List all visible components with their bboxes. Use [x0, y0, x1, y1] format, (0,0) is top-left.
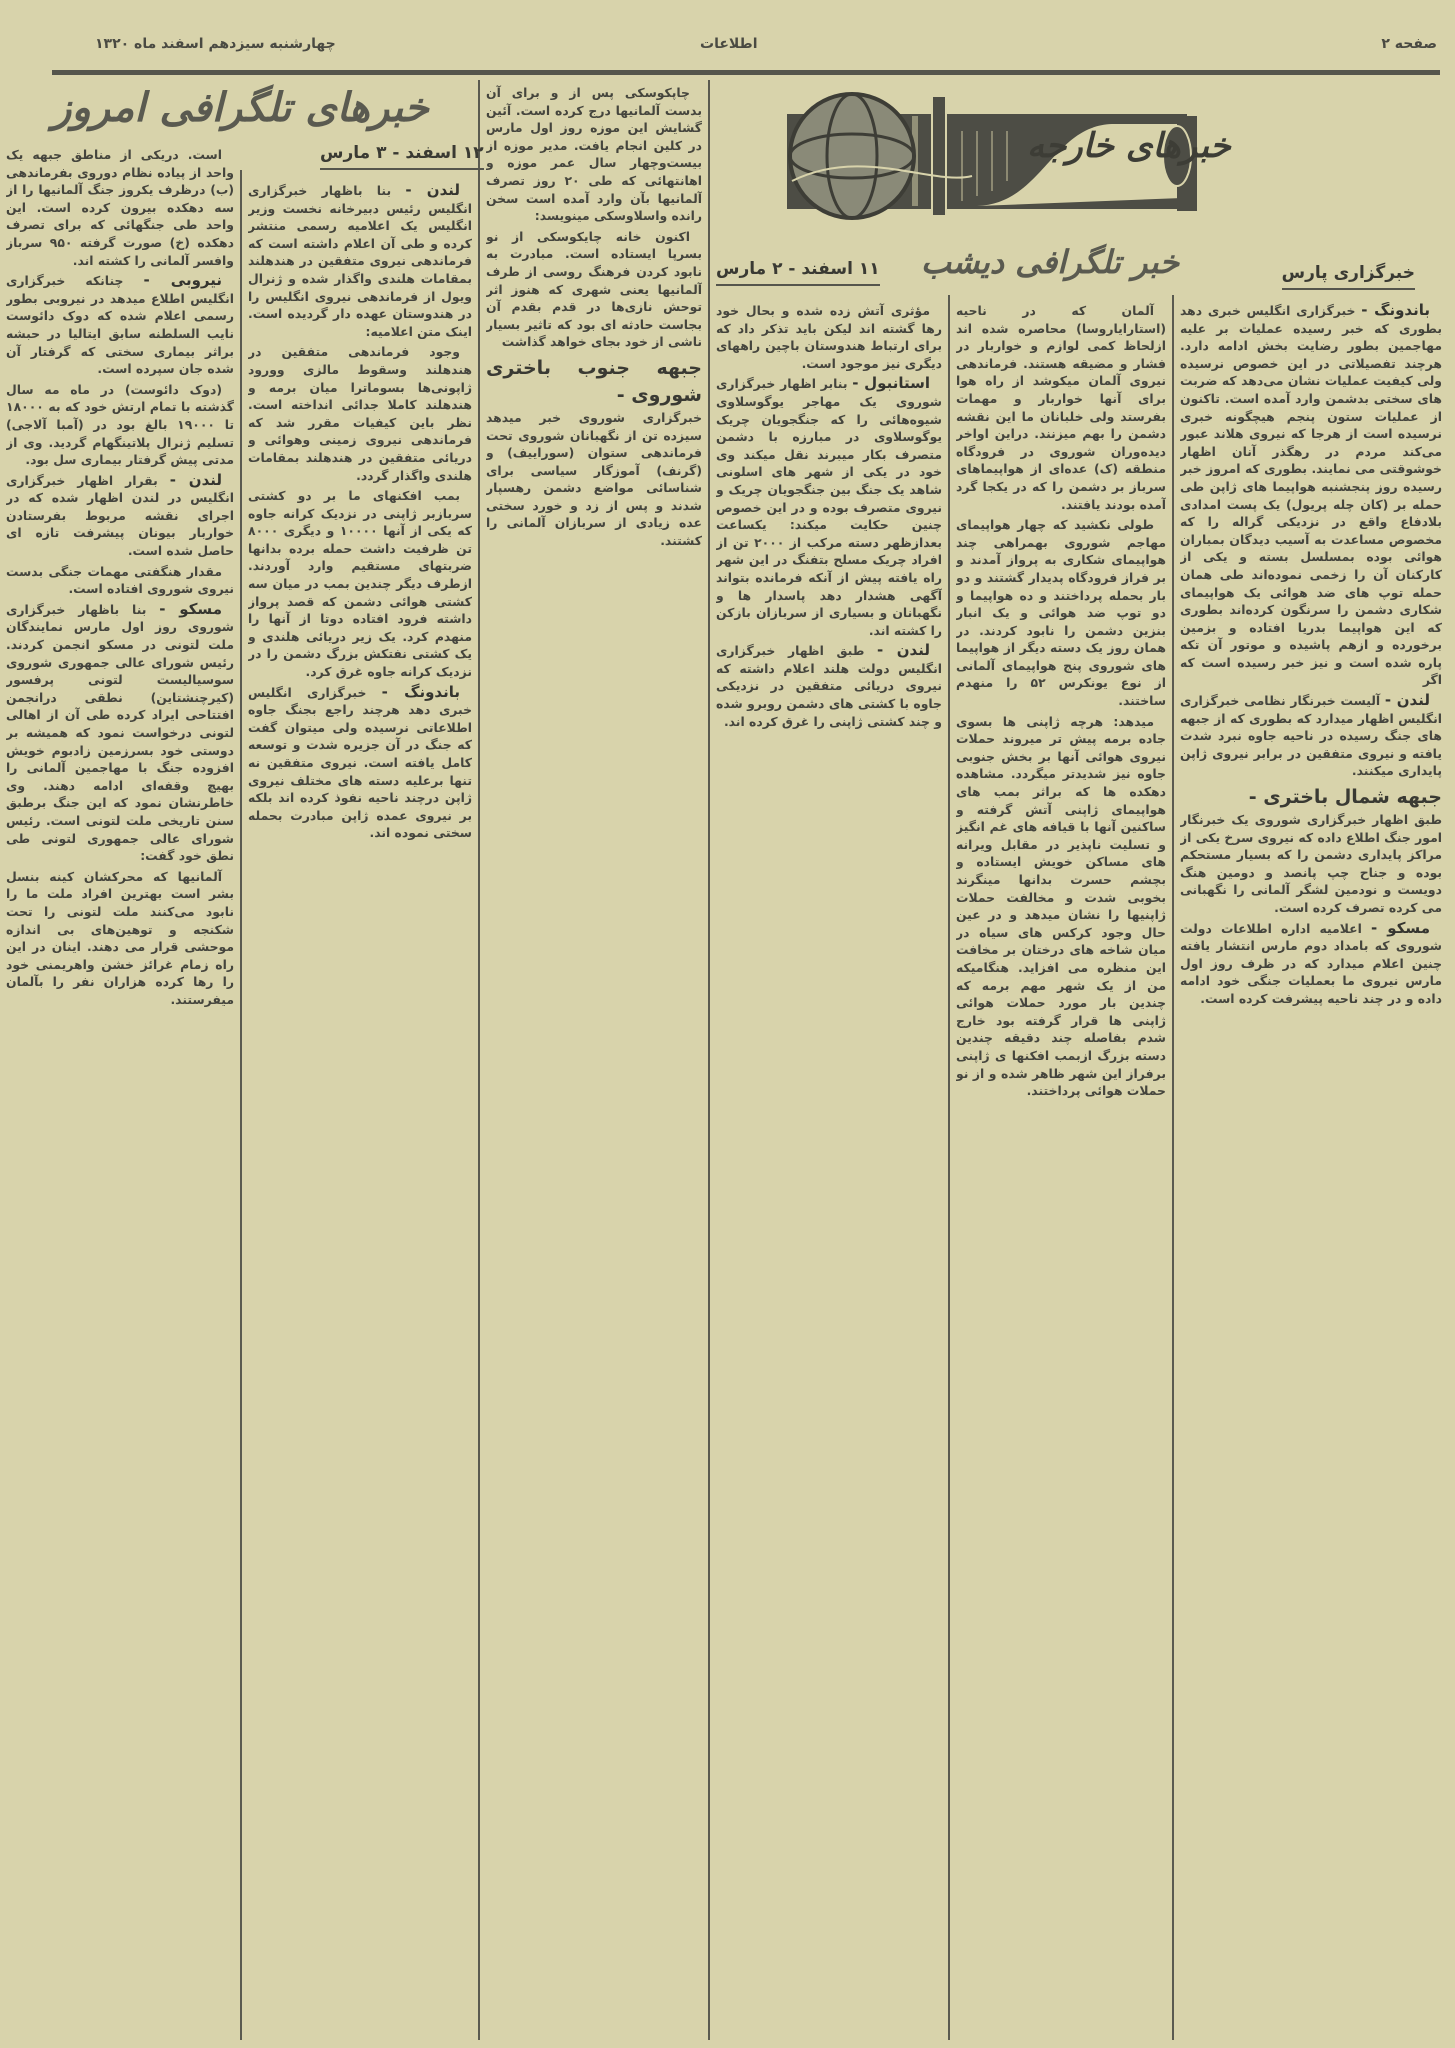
- article-paragraph: [956, 713, 1166, 1100]
- article-paragraph: [1180, 784, 1442, 917]
- article-paragraph: [248, 182, 472, 340]
- news-column-6: [6, 146, 234, 2036]
- article-text: میدهد: هرچه ژاپنی ها بسوی جاده برمه پیش تر میروند حملات نیروی هوائی آنها بر بخش جنوبی جاوه نیز شدیدتر میگردد. مشاهده دهکده ها که براثر بمب های هواپیمای ژاپنی آتش گرفته و ساکنین آنها با قیافه های غم انگیز و تسلیت ناپذیر در مقابل ویرانه های مساکن خویش ایستاده و بچشم حسرت بدانها مینگرند بخوبی شدت و مخالفت حملات ژاپنیها را نشان میدهد و در عین حال وجود کرکس های سیاه در میان شاخه های درختان بر مخافت این منظره می افزاید. هنگامیکه من از یک شهر مهم برمه که چندین بار مورد حملات هوائی ژاپنی ها قرار گرفته بود خارج شدم بفاصله چند دقیقه چندین دسته بزرگ ازبمب افکنها ی ژاپنی برفراز این شهر ظاهر شده و از نو حملات هوائی پرداختند.: [956, 713, 1166, 1099]
- article-text: خبرگزاری شوروی خبر میدهد سیزده تن از نگهبانان شوروی تحت فرماندهی ستوان (سوراییف) و (گرنف) آموزگار سیاسی برای شناسائی مواضع دشمن رهسپار شدند و پس از زد و خورد سختی عده زیادی از سربازان آلمانی را کشتند.: [486, 409, 702, 549]
- article-paragraph: [1180, 302, 1442, 689]
- dateline: لندن -: [1384, 691, 1430, 710]
- column-divider: [478, 80, 480, 2040]
- article-paragraph: [1180, 692, 1442, 780]
- article-text: اکنون خانه چایکوسکی از نو بسرپا ایستاده است. مبادرت به نابود کردن فرهنگ روسی از طرف آلمانیها یعنی شهری که هنوز اثر توحش نازی‌ها در قدم بقدم آن بجاست حادثه ای بود که تاثیر بسیار ناشی از خود بجای خواهد گذاشت: [486, 228, 702, 350]
- news-column-4: [486, 84, 702, 2034]
- dateline: مسکو -: [1371, 918, 1430, 937]
- dateline: باندونگ -: [1361, 302, 1430, 319]
- article-paragraph: [716, 375, 942, 639]
- article-text: بنابر اظهار خبرگزاری شوروی یک مهاجر یوگوسلاوی شیوه‌هائی را که جنگجویان چریک یوگوسلاوی در مبارزه با دشمن متصرف بکار میبرند نقل میکند وی خود در یکی از شهر های اسلونی شاهد یک جنگ بین جنگجویان چریک و نیروی متصرف بوده و در این خصوص چنین حکایت میکند: یکساعت بعدازظهر دسته مرکب از ۲۰۰۰ تن از افراد چریک مسلح بتفنگ در این شهر راه یافته پیش از آنکه فرمانده بتواند آگهی هشدار دهد پاسدار ها و نگهبانان و بسیاری از سربازان بازکن را کشته اند.: [716, 376, 942, 638]
- article-text: آلیست خبرنگار نظامی خبرگزاری انگلیس اظهار میدارد که بطوری که از جبهه های جنگ رسیده در ناحیه جاوه نبرد شدت یافته و نیروی متفقین در برابر نیروی ژاپن پایداری میکنند.: [1180, 693, 1442, 779]
- newspaper-name: اطلاعات: [700, 36, 758, 52]
- column-divider: [240, 170, 242, 2040]
- article-text: (دوک دائوست) در ماه مه سال گذشته با تمام ارتش خود که به ۱۸۰۰۰ تا ۱۹۰۰۰ بالغ بود در (آمبا آلاجی) تسلیم ژنرال پلاتینگهام گردید. وی از مدتی پیش گرفتار بیماری سل بود.: [6, 381, 234, 468]
- article-paragraph: [956, 516, 1166, 710]
- article-text: مقدار هنگفتی مهمات جنگی بدست نیروی شوروی افتاده است.: [6, 563, 234, 597]
- article-paragraph: [6, 868, 234, 1009]
- article-paragraph: [486, 355, 702, 550]
- dateline: استانبول -: [852, 374, 930, 393]
- section-headline-last-night: خبر تلگرافی دیشب: [920, 243, 1180, 281]
- news-column-3: [716, 302, 942, 2035]
- article-text: خبرگزاری انگلیس خبری دهد بطوری که خبر رسیده عملیات بر علیه مهاجمین بطور رضایت بخش ادامه دارد. هرچند تفصیلاتی در این خصوص نرسیده ولی کیفیت عملیات نشان می‌دهد که ضربت های سختی بدشمن وارد آمده است. تاکنون از عملیات ستون پنجم هیچگونه خبری نرسیده است از هرجا که نیروی هلاند عبور می‌کند مردم در رهگذر آنان اظهار خوشوقتی می نمایند. بطوری که امروز خبر رسیده روز پنجشنبه هواپیما های ژاپن طی حمله بر (کان چله پریول) یک پست امدادی بلادفاع واقع در نزدیکی گراله را که مخصوص مساعدت به آسیب دیدگان بمباران هوائی بوده بمسلسل بسته و یکی از کارکنان آن را زخمی نموده‌اند طی همان حمله توپ های ضد هوائی یک هواپیمای شکاری دشمن را سرنگون کرده‌اند بطوری که این هواپیما بدریا افتاده و بزمین برخورده و ازهم پاشیده و موتور آن تکه پاره شده است و نیز خبر رسیده است که اگر: [1180, 303, 1442, 688]
- dateline: لندن -: [169, 470, 222, 489]
- article-text: مؤثری آتش زده شده و بحال خود رها گشته اند لیکن باید تذکر داد که برای ارتباط هندوستان باچین راههای دیگری نیز موجود است.: [716, 303, 942, 371]
- article-text: آلمانیها که محرکشان کینه بنسل بشر است بهترین افراد ملت ما را نابود می‌کنند ملت لتونی را تحت شکنجه و توهین‌های بی اندازه موحشی قرار می دهند. اینان در این راه زمام غرائز خشن واهریمنی خود را رها کرده هزاران نفر را بآلمان میفرستند.: [6, 868, 234, 1007]
- article-paragraph: [248, 487, 472, 681]
- dateline: نیروبی -: [143, 271, 222, 290]
- article-paragraph: [716, 302, 942, 372]
- page-number: صفحه ۲: [1381, 36, 1437, 52]
- article-paragraph: [716, 642, 942, 730]
- article-text: چنانکه خبرگزاری انگلیس اطلاع میدهد در نیروبی بطور رسمی اعلام شده که دوک دائوست نایب السلطنه سابق ایتالیا در حبشه براثر بیماری سختی که گرفتار آن شده جان سپرده است.: [6, 273, 234, 377]
- dateline: لندن -: [877, 641, 930, 660]
- article-text: آلمان که در ناحیه (استارایاروسا) محاصره شده اند ازلحاظ کمی لوازم و خواربار در فشار و مضیقه هستند. فرماندهی نیروی آلمان میکوشد از راه هوا برای آنها خواربار و مهمات بفرستد ولی خلبانان ما این نقشه دشمن را بهم میزنند. دراین اواخر دیده‌وران شوروی در فرودگاه منطقه (ک) عده‌ای از هواپیماهای سرباز بر دشمن را که در یکجا گرد آمده بودند یافتند.: [956, 303, 1166, 512]
- news-column-1: [1180, 302, 1442, 2035]
- article-text: اعلامیه اداره اطلاعات دولت شوروی که بامداد دوم مارس انتشار یافته چنین اعلام میدارد که در ظرف روز اول مارس نیروی ما بعملیات جنگی خود ادامه داده و در چند ناحیه پیشرفت کرده است.: [1180, 920, 1442, 1006]
- dateline: باندونگ -: [381, 682, 460, 701]
- article-paragraph: [6, 272, 234, 378]
- dateline: لندن -: [405, 182, 460, 199]
- article-paragraph: [6, 381, 234, 469]
- article-paragraph: [248, 343, 472, 484]
- article-text: بنا باظهار خبرگزاری انگلیس رئیس دبیرخانه نخست وزیر انگلیس یک اعلامیه رسمی منتشر کرده و طی آن اعلام داشته است که فرماندهی نیروی متفقین در هندهلند بمقامات هلندی واگذار شده و ژنرال ویول از فرماندهی نیروی انگلیس را در هندوستان عهده دار گردیده است. اینک متن اعلامیه:: [248, 183, 472, 339]
- article-text: بمب افکنهای ما بر دو کشتی سربازبر ژاپنی در نزدیک کرانه جاوه که یکی از آنها ۱۰۰۰۰ و دیگری ۸۰۰۰ تن ظرفیت داشت حمله برده بدانها ضربتهای مستقیم وارد آوردند. ازطرف دیگر چندین بمب در میان سه کشتی هوائی دشمن که قصد پرواز داشته فرود افتاده دوتا از آنها را منهدم کرد. یک زیر دریائی هلندی و یک کشتی نفتکش بزرگ دشمن را در نزدیک کرانه جاوه غرق کرد.: [248, 488, 472, 680]
- article-text: چاپکوسکی پس از و برای آن بدست آلمانیها درج کرده است. آئین گشایش این موزه روز اول مارس در کلین انجام یافت. مدیر موزه از بیست‌وچهار سال عمر موزه و اهانتهائی که طی ۲۰ روز تصرف آلمانیها بآن وارد آمده است سخن رانده واسلاوسکی مینویسد:: [486, 85, 702, 224]
- banner-title: خبرهای خارجه: [1027, 126, 1231, 166]
- article-paragraph: [6, 146, 234, 269]
- article-text: بقرار اظهار خبرگزاری انگلیس در لندن اظهار شده که در اجرای نقشه مربوط بفرستادن خواربار بیونان پیشرفت تازه ای حاصل شده است.: [6, 472, 234, 559]
- article-text: طولی نکشید که چهار هواپیمای مهاجم شوروی بهمراهی چند هواپیمای شکاری به پرواز آمدند و بر فراز فرودگاه پدیدار گشتند و دو بار بحمله پرداختند و ده هواپیما و دو توپ ضد هوائی و یک انبار بنزین دشمن را نابود کردند. در همان روز یک دسته دیگر از هواپیما های شوروی پنج هواپیمای آلمانی از نوع یونکرس ۵۲ را منهدم ساختند.: [956, 517, 1166, 709]
- article-text: طبق اظهار خبرگزاری شوروی یک خبرنگار امور جنگ اطلاع داده که نیروی سرخ یکی از مراکز پایداری دشمن را که بسیار مستحکم بوده و جناح چپ پانصد و دومین هنگ دویست و نودمین لشگر آلمانی را نگهبانی می کرده تصرف کرده است.: [1180, 812, 1442, 915]
- article-paragraph: [486, 228, 702, 351]
- article-text: وجود فرماندهی متفقین در هندهلند وسقوط مالزی وورود ژاپونی‌ها بسوماترا میان برمه و هندهلند کاملا جدائی انداخته است. نظر باین کیفیات مقرر شد که فرماندهی نیروی زمینی وهوائی و دریائی متفقین در هندهلند بمقامات هلندی واگذار گردد.: [248, 344, 472, 483]
- agency-heading: خبرگزاری پارس: [1282, 262, 1415, 290]
- article-paragraph: [248, 684, 472, 842]
- foreign-news-banner: [782, 86, 1312, 231]
- article-text: طبق اظهار خبرگزاری انگلیس دولت هلند اعلام داشته که نیروی دریائی متفقین در نزدیکی جاوه با کشتی های دشمن روبرو شده و چند کشتی ژاپنی را غرق کرده اند.: [716, 643, 942, 729]
- column-divider: [948, 295, 950, 2040]
- issue-date: چهارشنبه سیزدهم اسفند ماه ۱۳۲۰: [95, 36, 336, 52]
- article-text: بنا باظهار خبرگزاری شوروی روز اول مارس نمایندگان ملت لتونی در مسکو انجمن کردند. رئیس شورای عالی جمهوری شوروی سوسیالیست لتونی پرفسور (کیرچنشتاین) نطقی درانجمن افتتاحی ایراد کرده طی آن از اهالی لتونی درخواست نمود که همیشه بر دوستی خود بسرزمین زادبوم خویش افزوده جنگ با مهاجمین آلمانی را بهیچ وقفه‌ای ادامه دهند. وی خاطرنشان نمود که این جنگ برطبق سنن تاریخی ملت لتونی است. رئیس شورای عالی جمهوری لتونی طی نطق خود گفت:: [6, 601, 234, 864]
- article-paragraph: [486, 84, 702, 225]
- article-subheading: جبهه شمال باختری -: [1248, 786, 1442, 809]
- section-headline-today: خبرهای تلگرافی امروز: [52, 85, 429, 131]
- header-rule: [52, 70, 1440, 75]
- date-heading-right: ۱۱ اسفند - ۲ مارس: [716, 258, 880, 286]
- article-paragraph: [1180, 920, 1442, 1008]
- column-divider: [1172, 295, 1174, 2040]
- article-paragraph: [956, 302, 1166, 513]
- article-paragraph: [6, 563, 234, 598]
- news-column-2: [956, 302, 1166, 2035]
- article-paragraph: [6, 601, 234, 865]
- dateline: مسکو -: [159, 599, 222, 618]
- date-heading-left: ۱۲ اسفند - ۳ مارس: [320, 142, 484, 170]
- article-text: خبرگزاری انگلیس خبری دهد هرچند راجع بجنگ جاوه اطلاعاتی نرسیده ولی میتوان گفت که جنگ در آن جزیره شدت و توسعه کامل یافته است. نیروی متفقین نه تنها برعلیه دسته های مختلف نیروی ژاپن درچند ناحیه نفوذ کرده اند بلکه بر نیروی عمده ژاپن مبادرت بحمله سختی نموده اند.: [248, 684, 472, 841]
- article-subheading: جبهه جنوب باختری شوروی -: [486, 356, 702, 406]
- article-text: است. دریکی از مناطق جبهه یک واحد از پیاده نظام دوروی بفرماندهی (ب) درظرف یکروز جنگ آلمانیها را از سه دهکده بیرون کرده است. این واحد طی جنگهائی که برای تصرف دهکده (خ) صورت گرفته ۹۵۰ سرباز وافسر آلمانی را کشته اند.: [6, 147, 234, 268]
- column-divider: [708, 80, 710, 2040]
- article-paragraph: [6, 472, 234, 560]
- news-column-5: [248, 182, 472, 2035]
